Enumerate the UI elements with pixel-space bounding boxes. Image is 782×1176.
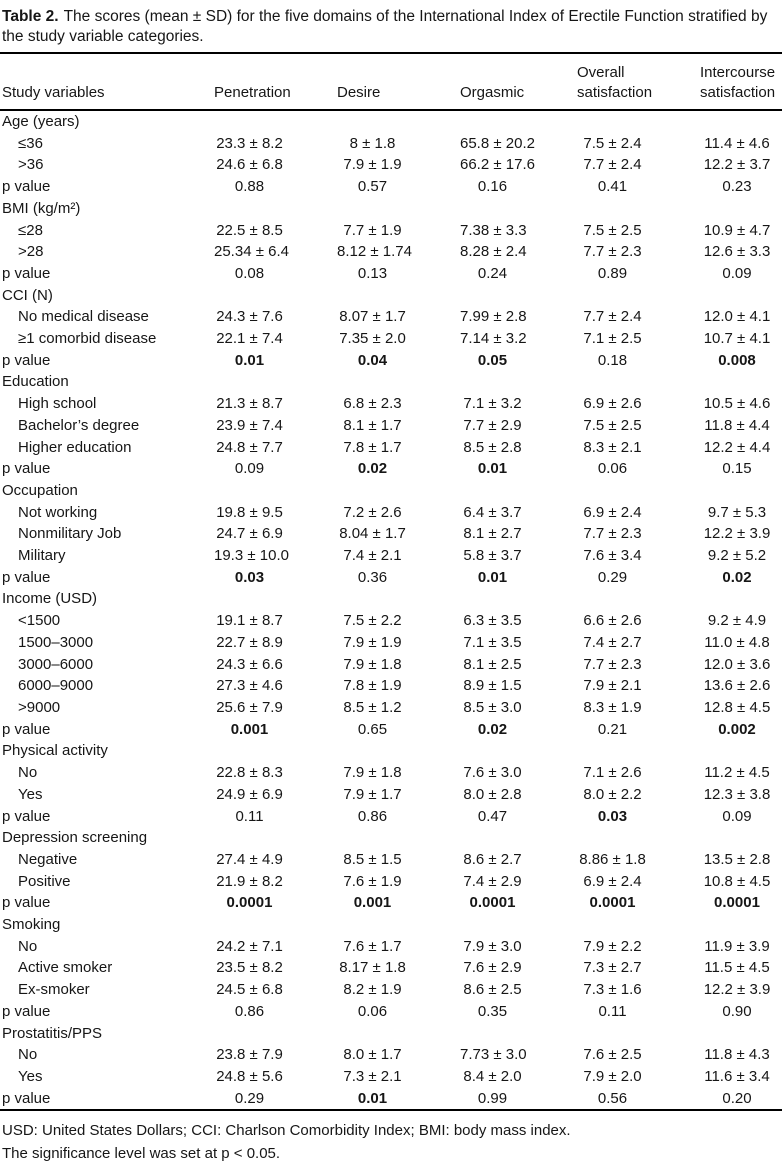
cell-value: 0.23	[722, 178, 752, 196]
cell-value: 7.5 ± 2.2	[343, 612, 402, 630]
cell-value: 6.9 ± 2.6	[583, 395, 642, 413]
cell-value: 7.99 ± 2.8	[460, 308, 527, 326]
cell-value: 0.88	[234, 178, 265, 196]
cell-value: 11.5 ± 4.5	[704, 959, 770, 977]
cell-value: 0.24	[477, 264, 508, 282]
cell-value: 0.89	[597, 264, 628, 282]
cell-value: 0.03	[234, 568, 265, 586]
data-row	[0, 849, 782, 871]
cell-value: 7.7 ± 1.9	[343, 221, 402, 239]
cell-value: 11.8 ± 4.3	[704, 1046, 770, 1064]
data-row	[0, 632, 782, 654]
cell-value: 7.7 ± 2.3	[583, 243, 642, 261]
section-header-row	[0, 371, 782, 393]
cell-value: 7.7 ± 2.4	[583, 156, 642, 174]
cell-value: 24.8 ± 5.6	[216, 1067, 283, 1085]
section-header-row	[0, 827, 782, 849]
cell-value: 8.2 ± 1.9	[343, 981, 402, 999]
p-value-label: p value	[2, 720, 51, 738]
data-row	[0, 610, 782, 632]
cell-value: 0.008	[718, 351, 756, 369]
cell-value: 8.9 ± 1.5	[463, 677, 522, 695]
cell-value: 22.1 ± 7.4	[216, 330, 283, 348]
cell-value: 12.0 ± 4.1	[703, 308, 771, 326]
row-label: >36	[18, 156, 44, 174]
row-label: Military	[18, 547, 66, 565]
data-row	[0, 220, 782, 242]
cell-value: 0.57	[357, 178, 388, 196]
row-label: Positive	[18, 872, 71, 890]
cell-value: 9.2 ± 4.9	[707, 612, 767, 630]
data-row	[0, 1044, 782, 1066]
cell-value: 21.9 ± 8.2	[216, 872, 283, 890]
cell-value: 7.6 ± 2.9	[463, 959, 522, 977]
cell-value: 0.15	[722, 460, 752, 478]
cell-value: 7.3 ± 2.7	[583, 959, 642, 977]
cell-value: 0.01	[234, 351, 265, 369]
cell-value: 7.9 ± 3.0	[463, 937, 522, 955]
p-value-label: p value	[2, 894, 51, 912]
table-caption-text: The scores (mean ± SD) for the five domains of the International Index of Erectile Function stratified by the study variable categories.	[2, 8, 768, 45]
cell-value: 7.4 ± 2.7	[583, 633, 642, 651]
cell-value: 7.8 ± 1.9	[343, 677, 402, 695]
table-number: Table 2.	[2, 8, 59, 25]
cell-value: 8.3 ± 2.1	[583, 438, 642, 456]
row-label: ≤28	[18, 221, 43, 239]
cell-value: 65.8 ± 20.2	[460, 134, 535, 152]
cell-value: 0.56	[597, 1089, 628, 1107]
cell-value: 12.3 ± 3.8	[703, 785, 771, 803]
cell-value: 0.36	[357, 568, 388, 586]
data-row	[0, 545, 782, 567]
cell-value: 8.0 ± 2.2	[583, 785, 642, 803]
cell-value: 0.001	[230, 720, 269, 738]
data-row	[0, 154, 782, 176]
cell-value: 7.73 ± 3.0	[460, 1046, 527, 1064]
cell-value: 6.6 ± 2.6	[583, 612, 642, 630]
cell-value: 0.29	[234, 1089, 265, 1107]
row-label: Not working	[18, 503, 98, 521]
cell-value: 22.8 ± 8.3	[216, 764, 283, 782]
cell-value: 7.8 ± 1.7	[343, 438, 402, 456]
cell-value: 8.3 ± 1.9	[583, 698, 642, 716]
cell-value: 12.2 ± 4.4	[703, 438, 771, 456]
data-row	[0, 437, 782, 459]
data-row	[0, 871, 782, 893]
cell-value: 7.9 ± 2.2	[583, 937, 642, 955]
cell-value: 0.21	[597, 720, 628, 738]
row-label: <1500	[18, 612, 61, 630]
data-row	[0, 675, 782, 697]
data-row	[0, 393, 782, 415]
section-header-row	[0, 285, 782, 307]
cell-value: 7.14 ± 3.2	[460, 330, 527, 348]
cell-value: 23.9 ± 7.4	[216, 416, 283, 434]
cell-value: 8.0 ± 1.7	[343, 1046, 402, 1064]
section-header: Education	[2, 373, 69, 391]
cell-value: 7.9 ± 1.8	[343, 764, 402, 782]
p-value-row	[0, 458, 782, 480]
cell-value: 11.8 ± 4.4	[704, 416, 770, 434]
cell-value: 11.6 ± 3.4	[704, 1067, 770, 1085]
table-body	[0, 110, 782, 1110]
cell-value: 8.86 ± 1.8	[579, 850, 646, 868]
cell-value: 0.47	[477, 807, 508, 825]
cell-value: 7.5 ± 2.5	[583, 221, 642, 239]
cell-value: 0.04	[357, 351, 388, 369]
row-label: >9000	[18, 698, 61, 716]
iief-scores-table	[0, 52, 782, 1111]
cell-value: 0.01	[477, 568, 508, 586]
col-header-study-variables: Study variables	[0, 53, 214, 110]
cell-value: 8.5 ± 2.8	[463, 438, 522, 456]
cell-value: 7.9 ± 1.8	[343, 655, 402, 673]
col-header-intercourse-satisfaction: Intercourse satisfaction	[700, 53, 782, 110]
cell-value: 23.3 ± 8.2	[216, 134, 283, 152]
row-label: No medical disease	[18, 308, 149, 326]
cell-value: 7.6 ± 2.5	[583, 1046, 642, 1064]
p-value-label: p value	[2, 178, 51, 196]
cell-value: 0.99	[477, 1089, 508, 1107]
p-value-row	[0, 1088, 782, 1111]
cell-value: 24.9 ± 6.9	[216, 785, 283, 803]
col-header-overall-satisfaction: Overall satisfaction	[577, 53, 700, 110]
cell-value: 9.7 ± 5.3	[707, 503, 767, 521]
section-header-row	[0, 480, 782, 502]
cell-value: 7.1 ± 3.5	[463, 633, 522, 651]
section-header: BMI (kg/m²)	[2, 199, 81, 217]
cell-value: 24.2 ± 7.1	[216, 937, 283, 955]
data-row	[0, 936, 782, 958]
cell-value: 7.7 ± 2.3	[583, 655, 642, 673]
cell-value: 9.2 ± 5.2	[707, 547, 767, 565]
cell-value: 7.5 ± 2.5	[583, 416, 642, 434]
data-row	[0, 523, 782, 545]
column-header-row	[0, 53, 782, 110]
cell-value: 10.8 ± 4.5	[703, 872, 771, 890]
cell-value: 8.1 ± 2.5	[463, 655, 522, 673]
cell-value: 24.3 ± 6.6	[216, 655, 283, 673]
cell-value: 7.1 ± 2.6	[583, 764, 642, 782]
cell-value: 25.6 ± 7.9	[216, 698, 283, 716]
cell-value: 12.0 ± 3.6	[703, 655, 771, 673]
cell-value: 0.90	[722, 1002, 752, 1020]
section-header: Depression screening	[2, 829, 148, 847]
section-header: Prostatitis/PPS	[2, 1024, 103, 1042]
cell-value: 7.5 ± 2.4	[583, 134, 642, 152]
cell-value: 12.2 ± 3.9	[703, 981, 771, 999]
data-row	[0, 762, 782, 784]
cell-value: 7.35 ± 2.0	[339, 330, 406, 348]
cell-value: 22.7 ± 8.9	[216, 633, 283, 651]
cell-value: 11.9 ± 3.9	[704, 937, 770, 955]
cell-value: 8 ± 1.8	[349, 134, 396, 152]
cell-value: 23.8 ± 7.9	[216, 1046, 283, 1064]
data-row	[0, 306, 782, 328]
cell-value: 0.29	[597, 568, 628, 586]
table-caption	[0, 0, 778, 47]
row-label: Yes	[18, 785, 43, 803]
p-value-row	[0, 892, 782, 914]
cell-value: 8.4 ± 2.0	[463, 1067, 522, 1085]
cell-value: 0.20	[722, 1089, 752, 1107]
p-value-row	[0, 719, 782, 741]
cell-value: 7.3 ± 1.6	[583, 981, 642, 999]
cell-value: 24.5 ± 6.8	[216, 981, 283, 999]
section-header: Smoking	[2, 916, 61, 934]
cell-value: 24.7 ± 6.9	[216, 525, 283, 543]
row-label: High school	[18, 395, 97, 413]
cell-value: 0.11	[598, 1002, 627, 1020]
cell-value: 0.06	[597, 460, 628, 478]
cell-value: 8.07 ± 1.7	[339, 308, 406, 326]
p-value-row	[0, 567, 782, 589]
section-header: Age (years)	[2, 113, 80, 130]
cell-value: 7.4 ± 2.9	[463, 872, 522, 890]
cell-value: 0.09	[234, 460, 265, 478]
cell-value: 6.4 ± 3.7	[463, 503, 522, 521]
cell-value: 0.06	[357, 1002, 388, 1020]
cell-value: 24.6 ± 6.8	[216, 156, 283, 174]
data-row	[0, 502, 782, 524]
p-value-row	[0, 350, 782, 372]
row-label: 6000–9000	[18, 677, 94, 695]
data-row	[0, 979, 782, 1001]
p-value-label: p value	[2, 460, 51, 478]
cell-value: 7.9 ± 2.1	[583, 677, 642, 695]
footnote-significance: The significance level was set at p < 0.05.	[2, 1145, 281, 1163]
cell-value: 24.3 ± 7.6	[216, 308, 283, 326]
p-value-row	[0, 806, 782, 828]
cell-value: 8.12 ± 1.74	[337, 243, 412, 261]
cell-value: 8.6 ± 2.7	[463, 850, 522, 868]
cell-value: 6.3 ± 3.5	[463, 612, 522, 630]
cell-value: 7.7 ± 2.4	[583, 308, 642, 326]
row-label: 1500–3000	[18, 633, 94, 651]
row-label: 3000–6000	[18, 655, 94, 673]
cell-value: 0.09	[722, 807, 752, 825]
cell-value: 21.3 ± 8.7	[216, 395, 283, 413]
cell-value: 8.1 ± 2.7	[463, 525, 522, 543]
p-value-label: p value	[2, 351, 51, 369]
cell-value: 0.16	[477, 178, 508, 196]
cell-value: 6.9 ± 2.4	[583, 872, 642, 890]
section-header-row	[0, 1023, 782, 1045]
cell-value: 7.9 ± 2.0	[583, 1067, 642, 1085]
row-label: Active smoker	[18, 959, 113, 977]
row-label: Bachelor’s degree	[18, 416, 140, 434]
cell-value: 12.8 ± 4.5	[703, 698, 771, 716]
cell-value: 6.9 ± 2.4	[583, 503, 642, 521]
cell-value: 7.2 ± 2.6	[343, 503, 402, 521]
cell-value: 0.18	[597, 351, 628, 369]
cell-value: 0.09	[722, 264, 752, 282]
data-row	[0, 328, 782, 350]
cell-value: 27.4 ± 4.9	[216, 850, 283, 868]
row-label: >28	[18, 243, 44, 261]
col-header-penetration: Penetration	[214, 53, 337, 110]
cell-value: 19.3 ± 10.0	[214, 547, 289, 565]
cell-value: 8.5 ± 1.2	[343, 698, 402, 716]
row-label: Negative	[18, 850, 78, 868]
data-row	[0, 697, 782, 719]
p-value-label: p value	[2, 568, 51, 586]
col-header-orgasmic: Orgasmic	[460, 53, 577, 110]
section-header: Physical activity	[2, 742, 108, 760]
cell-value: 11.0 ± 4.8	[704, 633, 770, 651]
table-footnotes	[0, 1111, 782, 1165]
cell-value: 11.2 ± 4.5	[704, 764, 770, 782]
cell-value: 8.04 ± 1.7	[339, 525, 406, 543]
cell-value: 0.0001	[714, 894, 760, 912]
cell-value: 8.1 ± 1.7	[343, 416, 402, 434]
data-row	[0, 654, 782, 676]
cell-value: 7.1 ± 2.5	[583, 330, 642, 348]
cell-value: 8.28 ± 2.4	[460, 243, 527, 261]
p-value-label: p value	[2, 1089, 51, 1107]
cell-value: 7.4 ± 2.1	[343, 547, 402, 565]
cell-value: 0.001	[353, 894, 392, 912]
section-header: Income (USD)	[2, 590, 98, 608]
cell-value: 7.7 ± 2.9	[463, 416, 522, 434]
cell-value: 13.5 ± 2.8	[703, 850, 771, 868]
col-header-desire: Desire	[337, 53, 460, 110]
cell-value: 7.6 ± 3.4	[583, 547, 642, 565]
cell-value: 0.65	[357, 720, 388, 738]
row-label: Higher education	[18, 438, 132, 456]
cell-value: 0.08	[234, 264, 265, 282]
cell-value: 8.0 ± 2.8	[463, 785, 522, 803]
row-label: No	[18, 764, 38, 782]
row-label: Nonmilitary Job	[18, 525, 122, 543]
data-row	[0, 133, 782, 155]
data-row	[0, 241, 782, 263]
section-header-row	[0, 198, 782, 220]
cell-value: 0.35	[477, 1002, 508, 1020]
data-row	[0, 957, 782, 979]
p-value-row	[0, 1001, 782, 1023]
cell-value: 27.3 ± 4.6	[216, 677, 283, 695]
section-header-row	[0, 914, 782, 936]
cell-value: 25.34 ± 6.4	[214, 243, 289, 261]
cell-value: 12.2 ± 3.9	[703, 525, 771, 543]
data-row	[0, 1066, 782, 1088]
cell-value: 7.38 ± 3.3	[460, 221, 527, 239]
section-header-row	[0, 110, 782, 133]
cell-value: 6.8 ± 2.3	[343, 395, 402, 413]
section-header: CCI (N)	[2, 286, 53, 304]
data-row	[0, 415, 782, 437]
cell-value: 24.8 ± 7.7	[216, 438, 283, 456]
cell-value: 12.2 ± 3.7	[703, 156, 771, 174]
cell-value: 7.7 ± 2.3	[583, 525, 642, 543]
row-label: Ex-smoker	[18, 981, 90, 999]
cell-value: 66.2 ± 17.6	[460, 156, 535, 174]
table-head	[0, 53, 782, 110]
p-value-label: p value	[2, 264, 51, 282]
cell-value: 13.6 ± 2.6	[703, 677, 771, 695]
section-header-row	[0, 740, 782, 762]
section-header-row	[0, 588, 782, 610]
p-value-label: p value	[2, 807, 51, 825]
cell-value: 8.5 ± 1.5	[343, 850, 402, 868]
cell-value: 0.0001	[226, 894, 273, 912]
row-label: Yes	[18, 1067, 43, 1085]
cell-value: 7.3 ± 2.1	[343, 1067, 402, 1085]
cell-value: 0.02	[357, 460, 388, 478]
p-value-row	[0, 263, 782, 285]
cell-value: 12.6 ± 3.3	[703, 243, 771, 261]
cell-value: 5.8 ± 3.7	[463, 547, 522, 565]
cell-value: 0.02	[722, 568, 752, 586]
cell-value: 0.11	[235, 807, 264, 825]
cell-value: 23.5 ± 8.2	[216, 959, 283, 977]
cell-value: 0.13	[357, 264, 388, 282]
cell-value: 0.86	[357, 807, 388, 825]
section-header: Occupation	[2, 481, 78, 499]
cell-value: 7.6 ± 3.0	[463, 764, 522, 782]
cell-value: 0.02	[477, 720, 508, 738]
cell-value: 7.9 ± 1.9	[343, 633, 402, 651]
cell-value: 7.9 ± 1.9	[343, 156, 402, 174]
cell-value: 7.9 ± 1.7	[343, 785, 402, 803]
cell-value: 8.6 ± 2.5	[463, 981, 522, 999]
cell-value: 22.5 ± 8.5	[216, 221, 283, 239]
row-label: ≥1 comorbid disease	[18, 330, 157, 348]
row-label: No	[18, 937, 38, 955]
cell-value: 10.9 ± 4.7	[703, 221, 771, 239]
cell-value: 0.0001	[469, 894, 516, 912]
cell-value: 7.6 ± 1.7	[343, 937, 402, 955]
cell-value: 10.7 ± 4.1	[703, 330, 771, 348]
cell-value: 0.03	[597, 807, 628, 825]
cell-value: 7.6 ± 1.9	[343, 872, 402, 890]
cell-value: 11.4 ± 4.6	[704, 134, 770, 152]
row-label: No	[18, 1046, 38, 1064]
cell-value: 0.86	[234, 1002, 265, 1020]
data-row	[0, 784, 782, 806]
footnote-abbreviations: USD: United States Dollars; CCI: Charlson Comorbidity Index; BMI: body mass index.	[2, 1122, 571, 1140]
cell-value: 7.1 ± 3.2	[463, 395, 522, 413]
cell-value: 19.8 ± 9.5	[216, 503, 283, 521]
cell-value: 8.17 ± 1.8	[339, 959, 406, 977]
cell-value: 0.01	[357, 1089, 388, 1107]
row-label: ≤36	[18, 134, 43, 152]
cell-value: 0.01	[477, 460, 508, 478]
cell-value: 0.05	[477, 351, 508, 369]
cell-value: 8.5 ± 3.0	[463, 698, 522, 716]
cell-value: 10.5 ± 4.6	[703, 395, 771, 413]
cell-value: 0.002	[718, 720, 756, 738]
p-value-row	[0, 176, 782, 198]
cell-value: 19.1 ± 8.7	[216, 612, 283, 630]
cell-value: 0.0001	[589, 894, 636, 912]
p-value-label: p value	[2, 1002, 51, 1020]
cell-value: 0.41	[597, 178, 628, 196]
